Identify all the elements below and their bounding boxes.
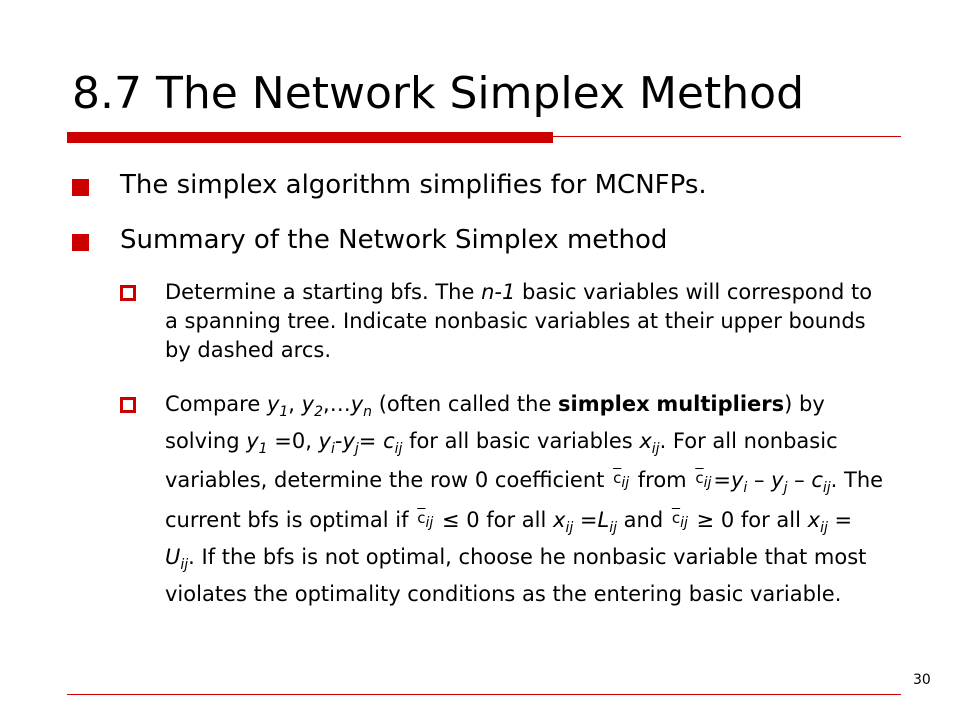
square-bullet-icon <box>72 179 89 196</box>
footer-rule <box>67 694 901 695</box>
c-bar-symbol: $\overline{c}_{ij}$ <box>695 469 712 492</box>
title-underline-thin <box>553 136 901 137</box>
square-bullet-icon <box>72 234 89 251</box>
c-bar-symbol: $\overline{c}_{ij}$ <box>417 508 434 531</box>
title-underline-thick <box>67 132 553 143</box>
c-bar-symbol: $\overline{c}_{ij}$ <box>613 469 630 492</box>
hollow-square-bullet-icon <box>120 285 136 301</box>
page-number: 30 <box>913 672 931 688</box>
bullet-text: Summary of the Network Simplex method <box>120 225 668 255</box>
sub-bullet-text: Compare $y_1$, $y_2,\dots y_n$ (often called the simplex multipliers) by solving $y_1 =0$, $y_i-y_j= c_{ij}$ for all basic variables $x_{ij}$. For all nonbasic variables, determine the row 0 coefficient $\overline{c}_{ij}$ from $\overline{c}_{ij}=y_i - y_j - c_{ij}$. The current bfs is optimal if $\overline{c}_{ij} \le 0$ for all $x_{ij} =L_{ij}$ and $\overline{c}_{ij} \ge 0$ for all $x_{ij} = U_{ij}$. If the bfs is not optimal, choose he nonbasic variable that most violates the optimality conditions as the entering basic variable. <box>165 392 884 606</box>
sub-bullet-text: Determine a starting bfs. The n-1 basic variables will correspond to a spanning tree. Indicate nonbasic variables at their upper bounds by dashed arcs. <box>165 280 873 362</box>
bullet-text: The simplex algorithm simplifies for MCNFPs. <box>120 170 707 200</box>
slide-title: 8.7 The Network Simplex Method <box>72 68 804 119</box>
c-bar-symbol: $\overline{c}_{ij}$ <box>671 508 688 531</box>
hollow-square-bullet-icon <box>120 397 136 413</box>
